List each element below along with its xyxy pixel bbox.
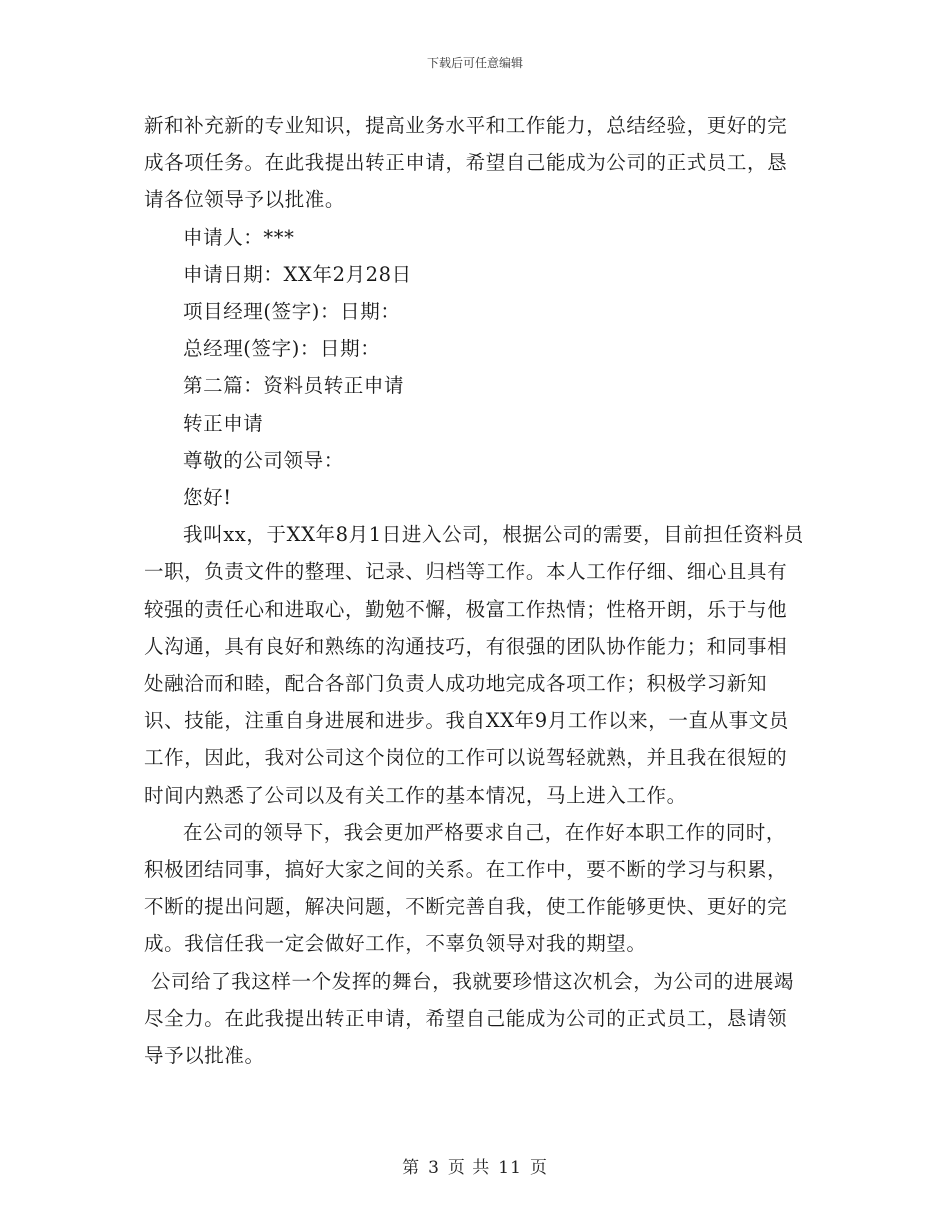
apply-date-line: 申请日期：XX年2月28日	[183, 262, 412, 286]
salutation: 尊敬的公司领导：	[183, 448, 344, 472]
body-paragraph-2: 在公司的领导下，我会更加严格要求自己，在作好本职工作的同时，积极团结同事，搞好大家之间的关系。在工作中，要不断的学习与积累，不断的提出问题，解决问题，不断完善自我，使工作能够更快、更好的完成。我信任我一定会做好工作，不辜负领导对我的期望。	[144, 820, 788, 956]
applicant-line: 申请人：***	[183, 225, 295, 249]
continued-paragraph: 新和补充新的专业知识，提高业务水平和工作能力，总结经验，更好的完成各项任务。在此我提出转正申请，希望自己能成为公司的正式员工，恳请各位领导予以批准。	[144, 114, 788, 212]
page-number-footer	[0, 1153, 950, 1178]
footer-total-pages: 11	[498, 1158, 522, 1178]
project-manager-sign-line: 项目经理(签字)：日期：	[183, 300, 401, 324]
greeting: 您好!	[183, 486, 232, 510]
section-title: 第二篇：资料员转正申请	[183, 374, 405, 398]
header-note: 下载后可任意编辑	[426, 56, 523, 70]
document-title: 转正申请	[183, 411, 264, 435]
document-body	[144, 107, 806, 1074]
footer-page-number: 3	[428, 1158, 440, 1178]
footer-suffix: 页	[529, 1158, 548, 1178]
footer-prefix: 第	[402, 1158, 421, 1178]
footer-middle: 页 共	[447, 1158, 491, 1178]
body-paragraph-3: 公司给了我这样一个发挥的舞台，我就要珍惜这次机会，为公司的进展竭尽全力。在此我提出转正申请，希望自己能成为公司的正式员工，恳请领导予以批准。	[144, 969, 795, 1068]
general-manager-sign-line: 总经理(签字)：日期：	[183, 337, 381, 361]
body-paragraph-1: 我叫xx，于XX年8月1日进入公司，根据公司的需要，目前担任资料员一职，负责文件的整理、记录、归档等工作。本人工作仔细、细心且具有较强的责任心和进取心，勤勉不懈，极富工作热情；性格开朗，乐于与他人沟通，具有良好和熟练的沟通技巧，有很强的团队协作能力；和同事相处融洽而和睦，配合各部门负责人成功地完成各项工作；积极学习新知识、技能，注重自身进展和进步。我自XX年9月工作以来，一直从事文员工作，因此，我对公司这个岗位的工作可以说驾轻就熟，并且我在很短的时间内熟悉了公司以及有关工作的基本情况，马上进入工作。	[144, 523, 804, 807]
